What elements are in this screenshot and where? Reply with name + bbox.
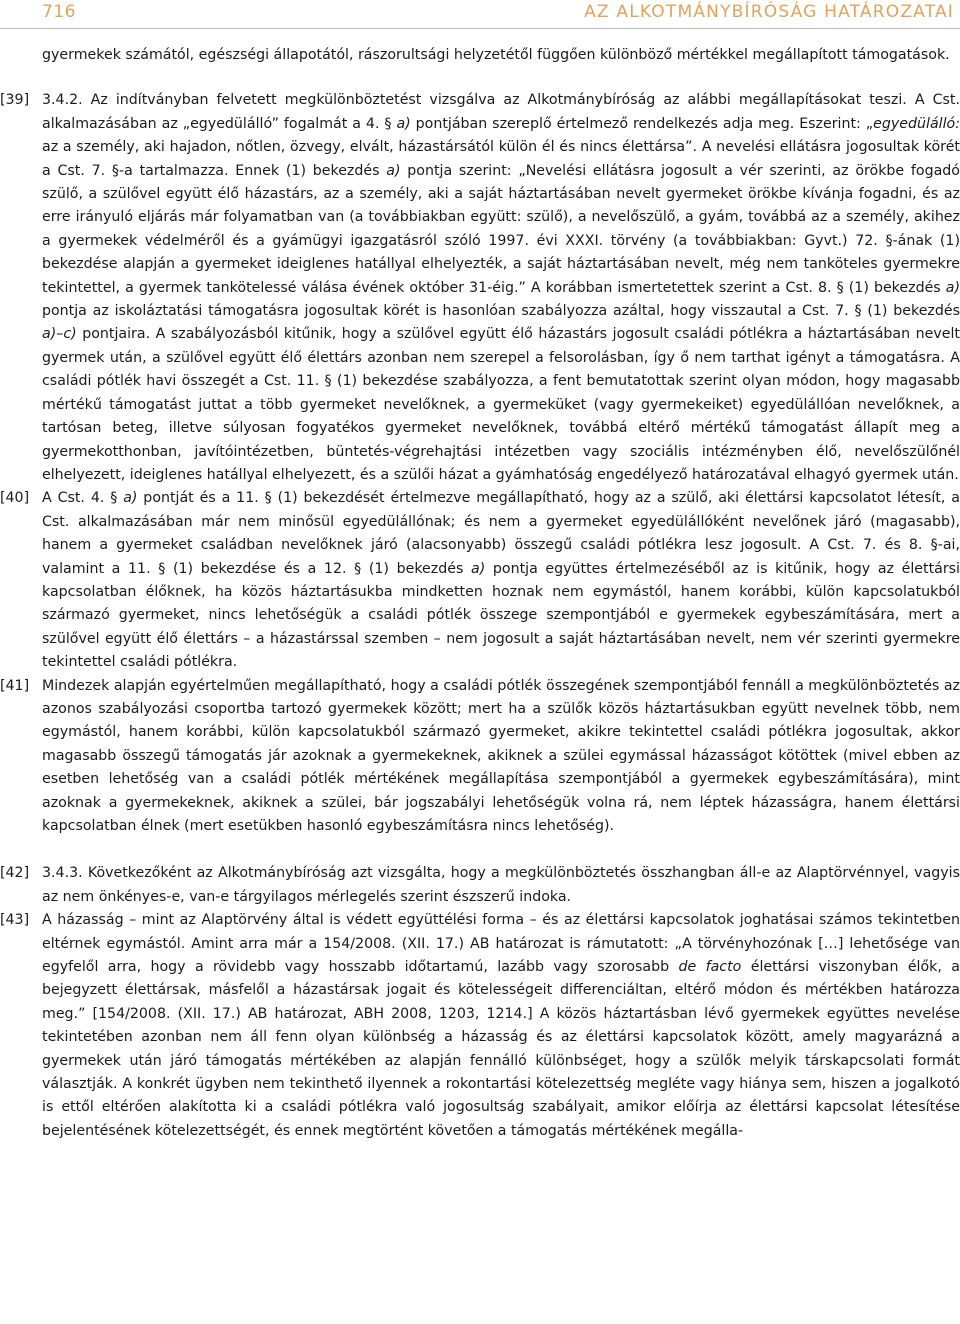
page-number: 716	[42, 2, 76, 22]
italic-text: a)	[945, 279, 960, 296]
paragraph-43	[0, 909, 960, 1143]
text-run: 3.4.2. Az indítványban felvetett megkülönböztetést vizsgálva az Alkotmánybíróság az alábbi megállapításokat teszi. A Cst. alkalmazásában az „egyedülálló” fogalmát a 4. §	[42, 92, 960, 132]
text-run: A házasság – mint az Alaptörvény által is védett együttélési forma – és az élettársi kapcsolatok joghatásai számos tekintetben eltérnek egymástól. Amint arra már a 154/2008. (XII. 17.) AB határozat is rámutatott: „A törvényhozónak […] lehetősége van egyfelől arra, hogy a rövidebb vagy hosszabb időtartamú, lazább vagy szorosabb	[42, 912, 960, 976]
paragraph-number: [41]	[0, 677, 30, 694]
text-run: pontjában szereplő értelmező rendelkezés adja meg. Eszerint: „	[410, 115, 874, 132]
italic-text: a)–c)	[42, 326, 77, 343]
italic-text: egyedülálló:	[873, 115, 960, 132]
paragraph-41	[0, 675, 960, 839]
page-header	[0, 0, 960, 29]
text-run: Mindezek alapján egyértelműen megállapítható, hogy a családi pótlék összegének szempontjából fennáll a megkülönböztetés az azonos szabályozási csoportba tartozó gyermekek között; mert ha a szülők közös háztartásukban együtt nevelnek több, nem egymástól, hanem korábbi, külön kapcsolatukból származó gyermeket, akikre tekintettel családi pótlékra jogosultak, akkor magasabb összegű támogatás jár azoknak a gyermekeknek, akiknek a szülei egymással házasságot kötöttek (mivel ebben az esetben lehetőség van a családi pótlék mértékének megállapítása szempontjából a gyermekek egybeszámítására), mint azoknak a gyermekeknek, akiknek a szülei, bár jogszabályi lehetőségük volna rá, nem léptek házasságra, hanem élettársi kapcsolatban élnek (mert esetükben hasonló egybeszámításra nincs lehetőség).	[42, 677, 960, 834]
document-body	[0, 44, 960, 1143]
paragraph-42	[0, 862, 960, 909]
text-run: 3.4.3. Következőként az Alkotmánybíróság azt vizsgálta, hogy a megkülönböztetés összhangban áll-e az Alaptörvénnyel, vagyis az nem önkényes-e, van-e tárgyilagos mérlegelés szerint észszerű indoka.	[42, 865, 960, 905]
italic-text: a)	[471, 560, 486, 577]
paragraph-gap	[0, 838, 960, 862]
italic-text: de facto	[678, 959, 742, 976]
paragraph-number: [40]	[0, 490, 30, 507]
paragraph-40	[0, 487, 960, 674]
paragraph-39	[0, 89, 960, 487]
text-run: az a személy, aki hajadon, nőtlen, özvegy, elvált, házastársától külön él és nincs élettársa”. A nevelési ellátásra jogosultak körét a Cst. 7. §-a tartalmazza. Ennek (1) bekezdés	[42, 139, 960, 179]
text-run: pontja szerint: „Nevelési ellátásra jogosult a vér szerinti, az örökbe fogadó szülő, a szülővel együtt élő házastárs, az a személy, aki a saját háztartásában nevelt gyermeket örökbe kívánja fogadni, és az erre irányuló eljárás már folyamatban van (a továbbiakban együtt: szülő), a nevelőszülő, a gyám, továbbá az a személy, akihez a gyermekek védelméről és a gyámügyi igazgatásról szóló 1997. évi XXXI. törvény (a továbbiakban: Gyvt.) 72. §-ának (1) bekezdése alapján a gyermeket ideiglenes hatállyal elhelyezték, a saját háztartásában nevelt, még nem tanköteles gyermekre tekintettel, a gyermek tankötelessé válása évének október 31-éig.” A korábban ismertetettek szerint a Cst. 8. § (1) bekezdés	[42, 162, 960, 296]
text-run: élettársi viszonyban élők, a bejegyzett élettársak, másfelől a házastársak jogait és kötelességeit differenciáltan, eltérő módon és mértékben határozza meg.” [154/2008. (XII. 17.) AB határozat, ABH 2008, 1203, 1214.] A közös háztartásban lévő gyermekek együttes nevelése tekintetében azonban nem áll fenn olyan különbség a házasság és az élettársi kapcsolatok között, amely magyarázná a gyermekek után járó támogatás mértékében az alapján fennálló különbséget, hogy a szülők melyik társkapcsolati formát választják. A konkrét ügyben nem tekinthető ilyennek a rokontartási kötelezettség megléte vagy hiánya sem, hiszen a jogalkotó is ettől eltérően alakította ki a családi pótlékra való jogosultság szabályait, amikor előírja az élettársi kapcsolat létesítése bejelentésének kötelezettségét, és ennek megtörtént követően a támogatás mértékének megálla-	[42, 959, 960, 1139]
italic-text: a)	[386, 162, 401, 179]
text-run: pontját és a 11. § (1) bekezdését értelmezve megállapítható, hogy az a szülő, aki élettársi kapcsolatot létesít, a Cst. alkalmazásában már nem minősül egyedülállónak; és nem a gyermeket egyedülállóként nevelőnek járó (magasabb), hanem a gyermeket családban nevelőknek járó (alacsonyabb) összegű családi pótlékra lesz jogosult. A Cst. 7. és 8. §-ai, valamint a 11. § (1) bekezdése és a 12. § (1) bekezdés	[42, 490, 960, 577]
text-run: pontjaira. A szabályozásból kitűnik, hogy a szülővel együtt élő házastárs jogosult családi pótlékra a háztartásában nevelt gyermek után, a szülővel együtt élő élettárs azonban nem szerepel a felsorolásban, így ő nem tarthat igényt a támogatásra. A családi pótlék havi összegét a Cst. 11. § (1) bekezdése szabályozza, a fent bemutatottak szerint olyan módon, hogy magasabb mértékű támogatást juttat a több gyermeket nevelőknek, a gyermeküket (vagy gyermekeiket) egyedülállóan nevelőknek, a tartósan beteg, illetve súlyosan fogyatékos gyermeket nevelőknek, továbbá eltérő mértékű támogatást állapít meg a gyermekotthonban, javítóintézetben, büntetés-végrehajtási intézetben vagy szociális intézményben élő, nevelőszülőnél elhelyezett, ideiglenes hatállyal elhelyezett, és a szülői házat a gyámhatóság engedélyező határozatával elhagyó gyermek után.	[42, 326, 960, 483]
text-run: pontja együttes értelmezéséből az is kitűnik, hogy az élettársi kapcsolatban élőknek, ha közös háztartásukba mindketten hoznak nem egymástól, hanem korábbi, külön kapcsolatukból származó gyermeket, nincs lehetőségük a családi pótlék összege szempontjából e gyermekek egybeszámítására, mert a szülővel együtt élő élettárs – a házastárssal szemben – nem jogosult a saját háztartásában nevelt, nem vér szerinti gyermekre tekintettel családi pótlékra.	[42, 560, 960, 671]
paragraph-gap	[0, 67, 960, 89]
paragraph-number: [43]	[0, 912, 30, 929]
running-title: AZ ALKOTMÁNYBÍRÓSÁG HATÁROZATAI	[584, 2, 954, 22]
paragraph-continuation	[0, 44, 960, 67]
text-run: pontja az iskoláztatási támogatásra jogosultak körét is hasonlóan szabályozza azáltal, hogy visszautal a Cst. 7. § (1) bekezdés	[42, 303, 960, 320]
paragraph-number: [42]	[0, 865, 30, 882]
paragraph-number: [39]	[0, 92, 30, 109]
text-run: A Cst. 4. §	[42, 490, 124, 507]
italic-text: a)	[123, 490, 138, 507]
text-run: gyermekek számától, egészségi állapotától, rászorultsági helyzetétől függően különböző mértékkel megállapított támogatások.	[42, 47, 950, 63]
italic-text: a)	[396, 115, 411, 132]
